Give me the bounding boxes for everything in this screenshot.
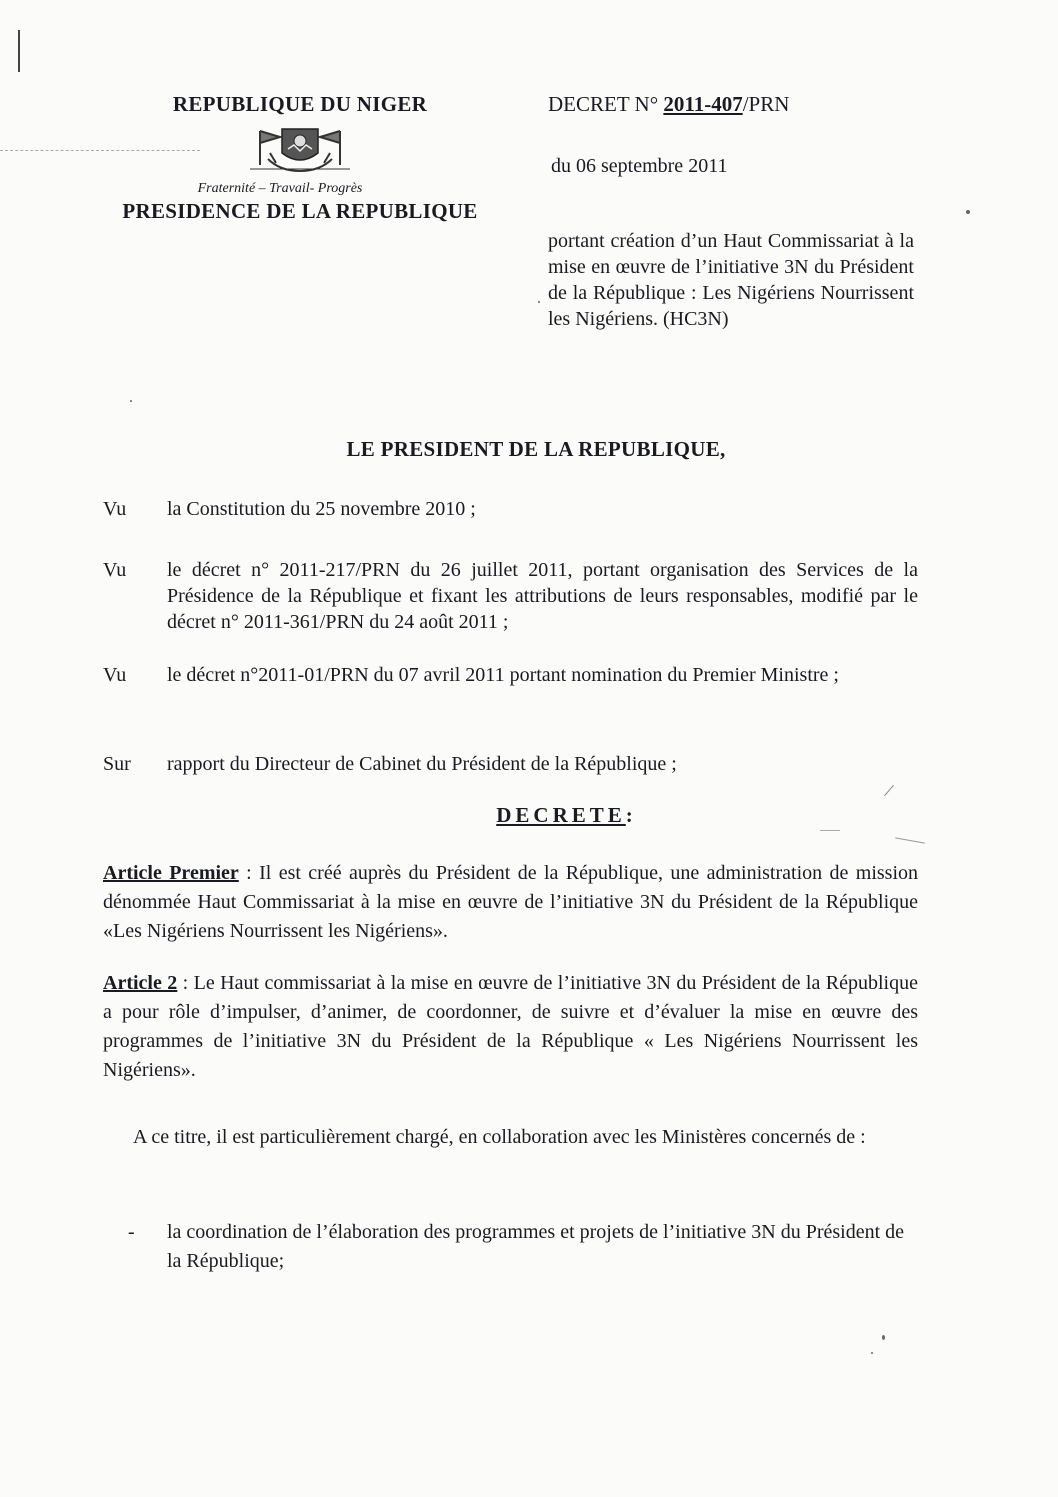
article-text: Le Haut commissariat à la mise en œuvre de l’initiative 3N du Président de la République a pour rôle d’impulser, d’animer, de coordonner, de suivre et d’évaluer la mise en œuvre des programmes de l’initiative 3N du Président de la République « Les Nigériens Nourrissent les Nigériens». [103, 972, 918, 1081]
consideration-text: rapport du Directeur de Cabinet du Président de la République ; [167, 753, 677, 775]
charge-intro: A ce titre, il est particulièrement chargé, en collaboration avec les Ministères concernés de : [133, 1126, 866, 1148]
list-item [103, 1218, 918, 1276]
consideration-item [103, 557, 918, 635]
scan-stroke [820, 830, 840, 831]
coat-of-arms-emblem [240, 119, 360, 179]
header-right-block [548, 92, 918, 332]
article-label: Article 2 [103, 972, 178, 994]
decree-title [548, 92, 918, 117]
decrete-word: DECRETE [496, 803, 626, 827]
decrete-heading [0, 803, 1058, 828]
national-motto: Fraternité – Travail- Progrès [197, 181, 363, 196]
article-separator: : [177, 972, 194, 994]
decree-subject: portant création d’un Haut Commissariat à la mise en œuvre de l’initiative 3N du Président de la République : Les Nigériens Nourrissent les Nigériens. (HC3N) [548, 230, 914, 330]
consideration-text: le décret n° 2011-217/PRN du 26 juillet 2011, portant organisation des Services de la Présidence de la République et fixant les attributions de leurs responsables, modifié par le décret n° 2011-361/PRN du 24 août 2011 ; [167, 559, 918, 633]
list-dash: - [128, 1221, 135, 1243]
decree-date: du 06 septembre 2011 [551, 155, 728, 177]
consideration-label: Vu [103, 498, 127, 520]
scan-speck [882, 1335, 885, 1340]
article-2 [103, 969, 918, 1085]
consideration-item [103, 662, 918, 688]
scan-stroke [895, 837, 925, 843]
header-left-block [100, 92, 500, 224]
country-name: REPUBLIQUE DU NIGER [172, 92, 428, 116]
scan-edge-mark [18, 30, 20, 72]
consideration-item [103, 751, 918, 777]
office-name: PRESIDENCE DE LA REPUBLIQUE [122, 199, 478, 223]
article-separator: : [238, 862, 260, 884]
article-text: Il est créé auprès du Président de la République, une administration de mission dénommée Haut Commissariat à la mise en œuvre de l’initiative 3N du Président de la République «Les Nigériens Nourrissent les Nigériens». [103, 862, 919, 942]
consideration-text: la Constitution du 25 novembre 2010 ; [167, 498, 476, 520]
decrete-colon: : [625, 803, 637, 827]
scan-speck [538, 301, 540, 303]
decree-prefix: DECRET N° [548, 92, 659, 116]
scan-speck [966, 210, 970, 214]
consideration-text: le décret n°2011-01/PRN du 07 avril 2011 portant nomination du Premier Ministre ; [167, 664, 839, 686]
decree-suffix: /PRN [742, 92, 790, 116]
scan-speck [130, 400, 132, 402]
consideration-label: Vu [103, 559, 127, 581]
article-premier [103, 859, 918, 946]
president-title: LE PRESIDENT DE LA REPUBLIQUE, [346, 437, 726, 461]
consideration-label: Sur [103, 753, 131, 775]
decree-number: 2011-407 [663, 92, 743, 116]
list-item-text: la coordination de l’élaboration des programmes et projets de l’initiative 3N du Président de la République; [167, 1221, 905, 1272]
consideration-label: Vu [103, 664, 127, 686]
consideration-item [103, 496, 918, 522]
article-label: Article Premier [103, 862, 239, 884]
scan-speck [871, 1352, 873, 1354]
scan-stroke [884, 785, 894, 796]
